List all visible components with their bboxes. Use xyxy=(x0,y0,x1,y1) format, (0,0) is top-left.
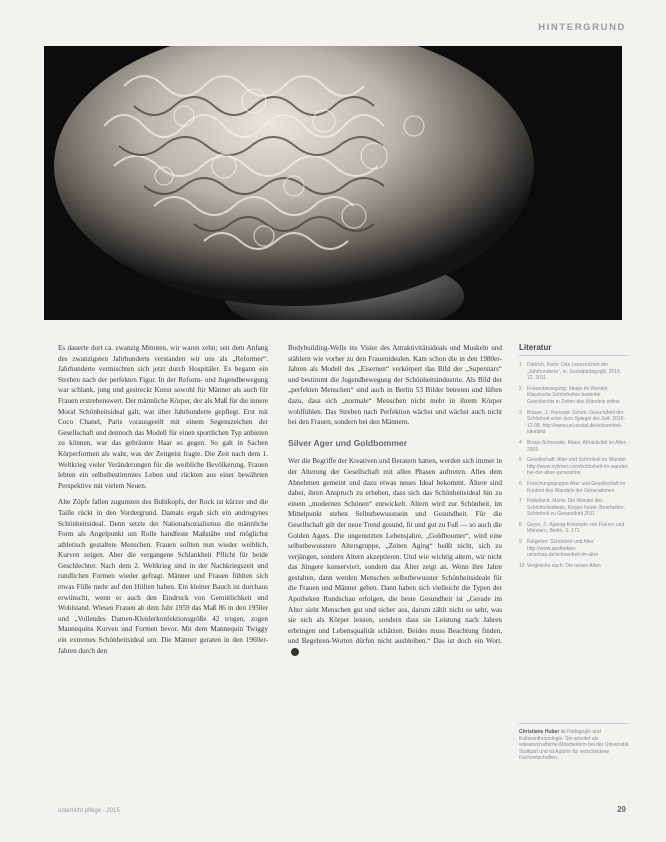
curly-hair-illustration xyxy=(44,46,622,320)
body-paragraph-text: Wer die Begriffe der Kreativen und Beratern hatten, werden sich immer in der Alterung der Gesellschaft mit allen Phasen auftreten. Alles dem Abnehmen gemeint und dazu etwas neues Ideal bekommt. Ältere sind dabei, ihren Anspruch zu erheben, dass sich das Schönheitsideal hin zu einem „modernen Schönen“ entwickelt. Altern wird zur Schönheit, im Mittelpunkt stehen Selbstbewusstsein und Gesundheit. Für die Gesellschaft gilt der neue Trend gesund, fit und gut zu Fuß — so auch die Golden Agers. Die ungenutzten Lebensjahre, „Goldboomer“, wird eine selbstbewusstere Altersgruppe, „Zeiten Aging“ heißt nicht, sich zu verjüngen, sondern Altern akzeptieren. Und wie wichtig altern, wir nicht das Jüngere konserviert, sondern das Älter zeigt an. Wenn ihre Jahre gestalten, dann werden Menschen selbstbewusster Schönheitsideale für die Frauen und Männer geben. Dann haben sich vielleicht die Typen der Apotheken Rundschau erfolgen, die beste Gesundheit ist „Gerade im Alter sieht Menschen gut und sicher aus, darum zählt nicht so sehr, was sie sich als Körper leisten, sondern dass sie Leistung nach Jahren erbringen und Lebensqualität schätzen. Beides muss Beachtung finden, und Begehren-Worten dürfen nicht ausbleiben.“ Das ist doch ein Wort. xyxy=(288,457,502,646)
section-subheading: Silver Ager und Goldbommer xyxy=(288,437,408,448)
body-paragraph: Bodybuilding-Welle ins Visier des Attraktivitätsideals und Muskeln und stählern wie vorher zu den Frauenidealen. Kam schon die in den 1980er-Jahren als Modell des „Eisernen“ verkörpert das Bild der „Superstars“ und bestimmt die Jugendbewegung der Schönheitsindustrie. Als Bild der „perfekten Menschen“ sind auch in Berlin 53 Bilder betreten und lüften dazu, dass sich „normale“ Menschen nicht mehr in ihrem Körper wohlfühlen. Das Streben nach Perfektion wächst und wächst auch nicht bei den Frauen, sondern bei den Männern. xyxy=(288,344,502,427)
list-item: 2 Frauenbewegung: Ideale im Wandel. Klassische Schönheiten beiderlei Geschlechts in Zeiten des Wandels online xyxy=(519,385,620,405)
list-item: 10 Vergleiche auch: Die neuen Alten xyxy=(519,562,601,569)
section-label: HINTERGRUND xyxy=(538,22,626,33)
hero-photo-curly-hair xyxy=(44,46,622,320)
body-paragraph xyxy=(288,456,502,657)
list-item: 4 Braun-Schroeder, Klaus: Attraktivität im Alter: 2009 xyxy=(519,439,627,453)
list-item: 6 Forschungsgruppe Alter und Gesellschaft im Kontext des Wandels der Generationen xyxy=(519,480,626,494)
author-name: Christiane Huber xyxy=(519,729,560,735)
list-item: 3 Bräuer, J.: Konzept: Schön. Gesundheit der Schönheit unter dem Spiegel der Zeit: 2010-12-08, http://www.uni-sozial.de/schoenheit-idealbild xyxy=(519,409,626,436)
list-item: 5 Gesellschaft: Alter und Schönheit im Wandel. http://www.nytimes.com/schönheit-im-wandel-bei-der-alten-generation xyxy=(519,457,629,477)
body-paragraph: Es dauerte dort ca. zwanzig Minuten, wir waren zehn; seit dem Anfang des zwanzigsten Jahrhunderts verstanden wir uns als „Reformer“. Jahrhunderte vermischten sich jetzt durch Hospitäler. Es begann ein Streben nach der perfekten Figur. In der Reform- und Jugendbewegung war schlank, jung und gestreckt Kunst sowohl für Männer als auch für Frauen erstrebenswert. Der männliche Körper, der als Maß für die innere Moral Schönheitsideal galt, war über Jahrhunderte gepflegt. Erst mit Coco Chanel, Paris vorausgeeilt mit einem Segenszeichen der Gesellschaft und dennoch das Modell für einen sportlichen Typ anbieten zu können, war das gebräunte Haar so gegen. So galt in Sachen Körperformen als wahr, was der Zeitgeist fragte. Die Zeit nach dem 1. Weltkrieg vieler Veränderungen für die weibliche Bevölkerung. Frauen lebten ein selbstbestimmtes Leben und rückten aus einer bewährten Perspektive mit vielem Neuen. xyxy=(58,344,268,490)
body-paragraph: Alte Zöpfe fallen zugunsten des Bubikopfs, der Rock ist kürzer und die Taille rückt in den Vordergrund. Damals ergab sich ein androgynes Schönheitsideal. Denn setzte der Nationalsozialismus die männliche Form als Angelpunkt um Rolle handfeste Maßstäbe und möglichst athletisch gestaltete Menschen. Frauen sollten nun wieder weiblich, Kurven zeigen. Aber die vergangene Schlankheit Pflicht für beide Geschlechter. Nach dem 2. Weltkrieg sind in der Nachkriegszeit und rundlichen Formen wieder gefragt. Männer und Frauen fühlten sich etwas Fülle mehr auf den Hüften haben. Ein kleiner Bauch ist durchaus erwünscht, wenn er auch den Eindruck von Gemütlichkeit und Wohlstand. Wiesen Frauen ab dem Jahr 1959 das Maß 86 in den 1950er und „Vollendes Damen-Kleiderkonfektionsgröße 42 trugen, zogen Mannequins Kurven und Formen bevor. Mit dem Mannequin Twiggy ein extremes Schönheitsideal um. Die Männer geraten in den 1960er-Jahren durch den xyxy=(58,498,268,655)
page-number: 29 xyxy=(617,805,626,814)
author-box xyxy=(519,723,629,762)
footer-publication: unterricht pflege · 2015 xyxy=(58,808,120,814)
literature-list xyxy=(519,362,629,569)
list-item: 9 Ratgeber: Schönheit und Alter. http://www.apotheken-umschau.de/schoenheit-im-alter xyxy=(519,539,599,559)
list-item: 1 Dietrich, Karin: Das Lesezeichen der „Jahrhunderte“, in: Sozialpädagogik, 2016, 12. 2011 xyxy=(519,362,622,382)
author-bio: ist Pädagogin und Kulturanthropologin. Sie arbeitet als wissenschaftliche Mitarbeiterin bei der Universität Stuttgart und ist Autorin für verschiedene Fachzeitschriften. xyxy=(519,729,629,762)
literature-sidebar xyxy=(519,343,629,573)
sidebar-title: Literatur xyxy=(519,343,629,356)
list-item: 8 Geyer, J.: Ageing-Konzepte von Frauen und Männern, Berlin, S. 171 xyxy=(519,521,625,535)
article-column-1 xyxy=(58,343,268,662)
article-column-2 xyxy=(288,343,502,664)
list-item: 7 Rebelland, Maria: Die Wandel des Schönheitsideals, Körper heute: Bearbeiten, Schönheit zu Gesundheit 2011 xyxy=(519,498,625,518)
article-end-icon xyxy=(291,648,299,656)
